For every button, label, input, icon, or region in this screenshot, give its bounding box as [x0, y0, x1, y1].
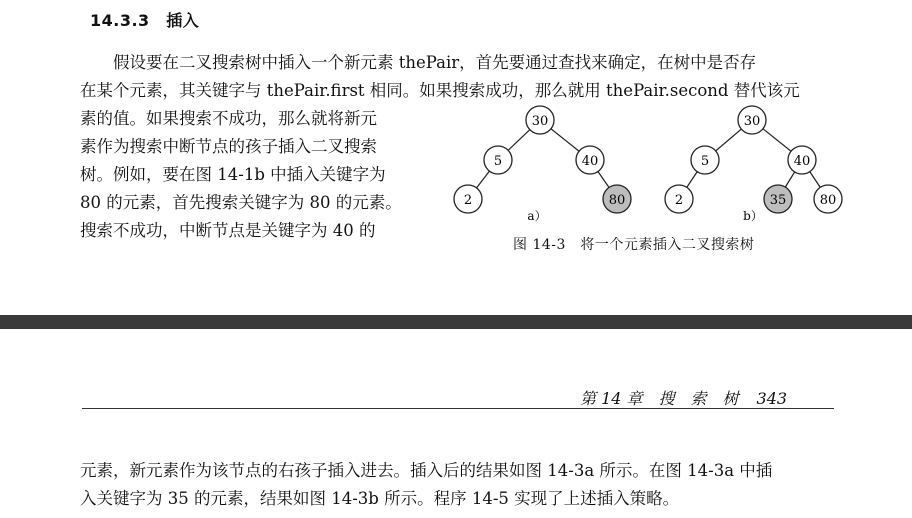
page-number: 343	[756, 389, 788, 408]
paragraph-wrapped	[80, 105, 445, 245]
running-head	[580, 386, 787, 409]
text-line: 入关键字为 35 的元素，结果如图 14-3b 所示。程序 14-5 实现了上述插入策略。	[80, 489, 680, 508]
tree-b-node-right-right	[814, 185, 842, 213]
tree-b-node-right	[788, 146, 816, 174]
page-break-bar	[0, 315, 912, 329]
tree-a-node-inserted	[603, 185, 631, 213]
tree-a-node-root	[526, 106, 554, 134]
header-rule	[82, 408, 834, 409]
section-heading: 14.3.3 插入	[90, 11, 200, 30]
text-line: 搜索不成功，中断节点是关键字为 40 的	[80, 221, 376, 240]
text-line: 素作为搜索中断节点的孩子插入二叉搜索	[80, 137, 377, 156]
subfigure-label-a: a）	[527, 209, 547, 223]
svg-text:2: 2	[674, 193, 684, 208]
tree-a-node-right	[576, 146, 604, 174]
svg-text:5: 5	[700, 154, 710, 169]
text-line: 在某个元素，其关键字与 thePair.first 相同。如果搜索成功，那么就用 thePair.second 替代该元	[80, 81, 800, 100]
svg-text:80: 80	[608, 193, 626, 208]
svg-text:5: 5	[493, 154, 503, 169]
svg-text:80: 80	[819, 193, 837, 208]
figure-caption: 图 14-3 将一个元素插入二叉搜索树	[513, 237, 755, 253]
tree-b-node-left	[691, 146, 719, 174]
svg-text:35: 35	[769, 193, 787, 208]
svg-text:30: 30	[743, 114, 761, 129]
tree-b-node-left-left	[665, 185, 693, 213]
text-line: 80 的元素，首先搜索关键字为 80 的元素。	[80, 193, 402, 212]
tree-b-node-root	[738, 106, 766, 134]
subfigure-label-b: b）	[743, 209, 763, 223]
tree-a-node-left-left	[454, 185, 482, 213]
paragraph-continued	[80, 457, 870, 513]
chapter-title: 第 14 章 搜 索 树	[580, 389, 739, 408]
text-line: 假设要在二叉搜索树中插入一个新元素 thePair，首先要通过查找来确定，在树中是否存	[113, 53, 757, 72]
paragraph-intro	[80, 49, 848, 105]
svg-text:40: 40	[793, 154, 811, 169]
svg-text:2: 2	[463, 193, 473, 208]
svg-text:30: 30	[531, 114, 549, 129]
tree-b-node-inserted	[764, 185, 792, 213]
text-line: 树。例如，要在图 14-1b 中插入关键字为	[80, 165, 386, 184]
svg-text:40: 40	[581, 154, 599, 169]
tree-a-node-left	[484, 146, 512, 174]
text-line: 素的值。如果搜索不成功，那么就将新元	[80, 109, 377, 128]
text-line: 元素，新元素作为该节点的右孩子插入进去。插入后的结果如图 14-3a 所示。在图 14-3a 中插	[80, 461, 773, 480]
